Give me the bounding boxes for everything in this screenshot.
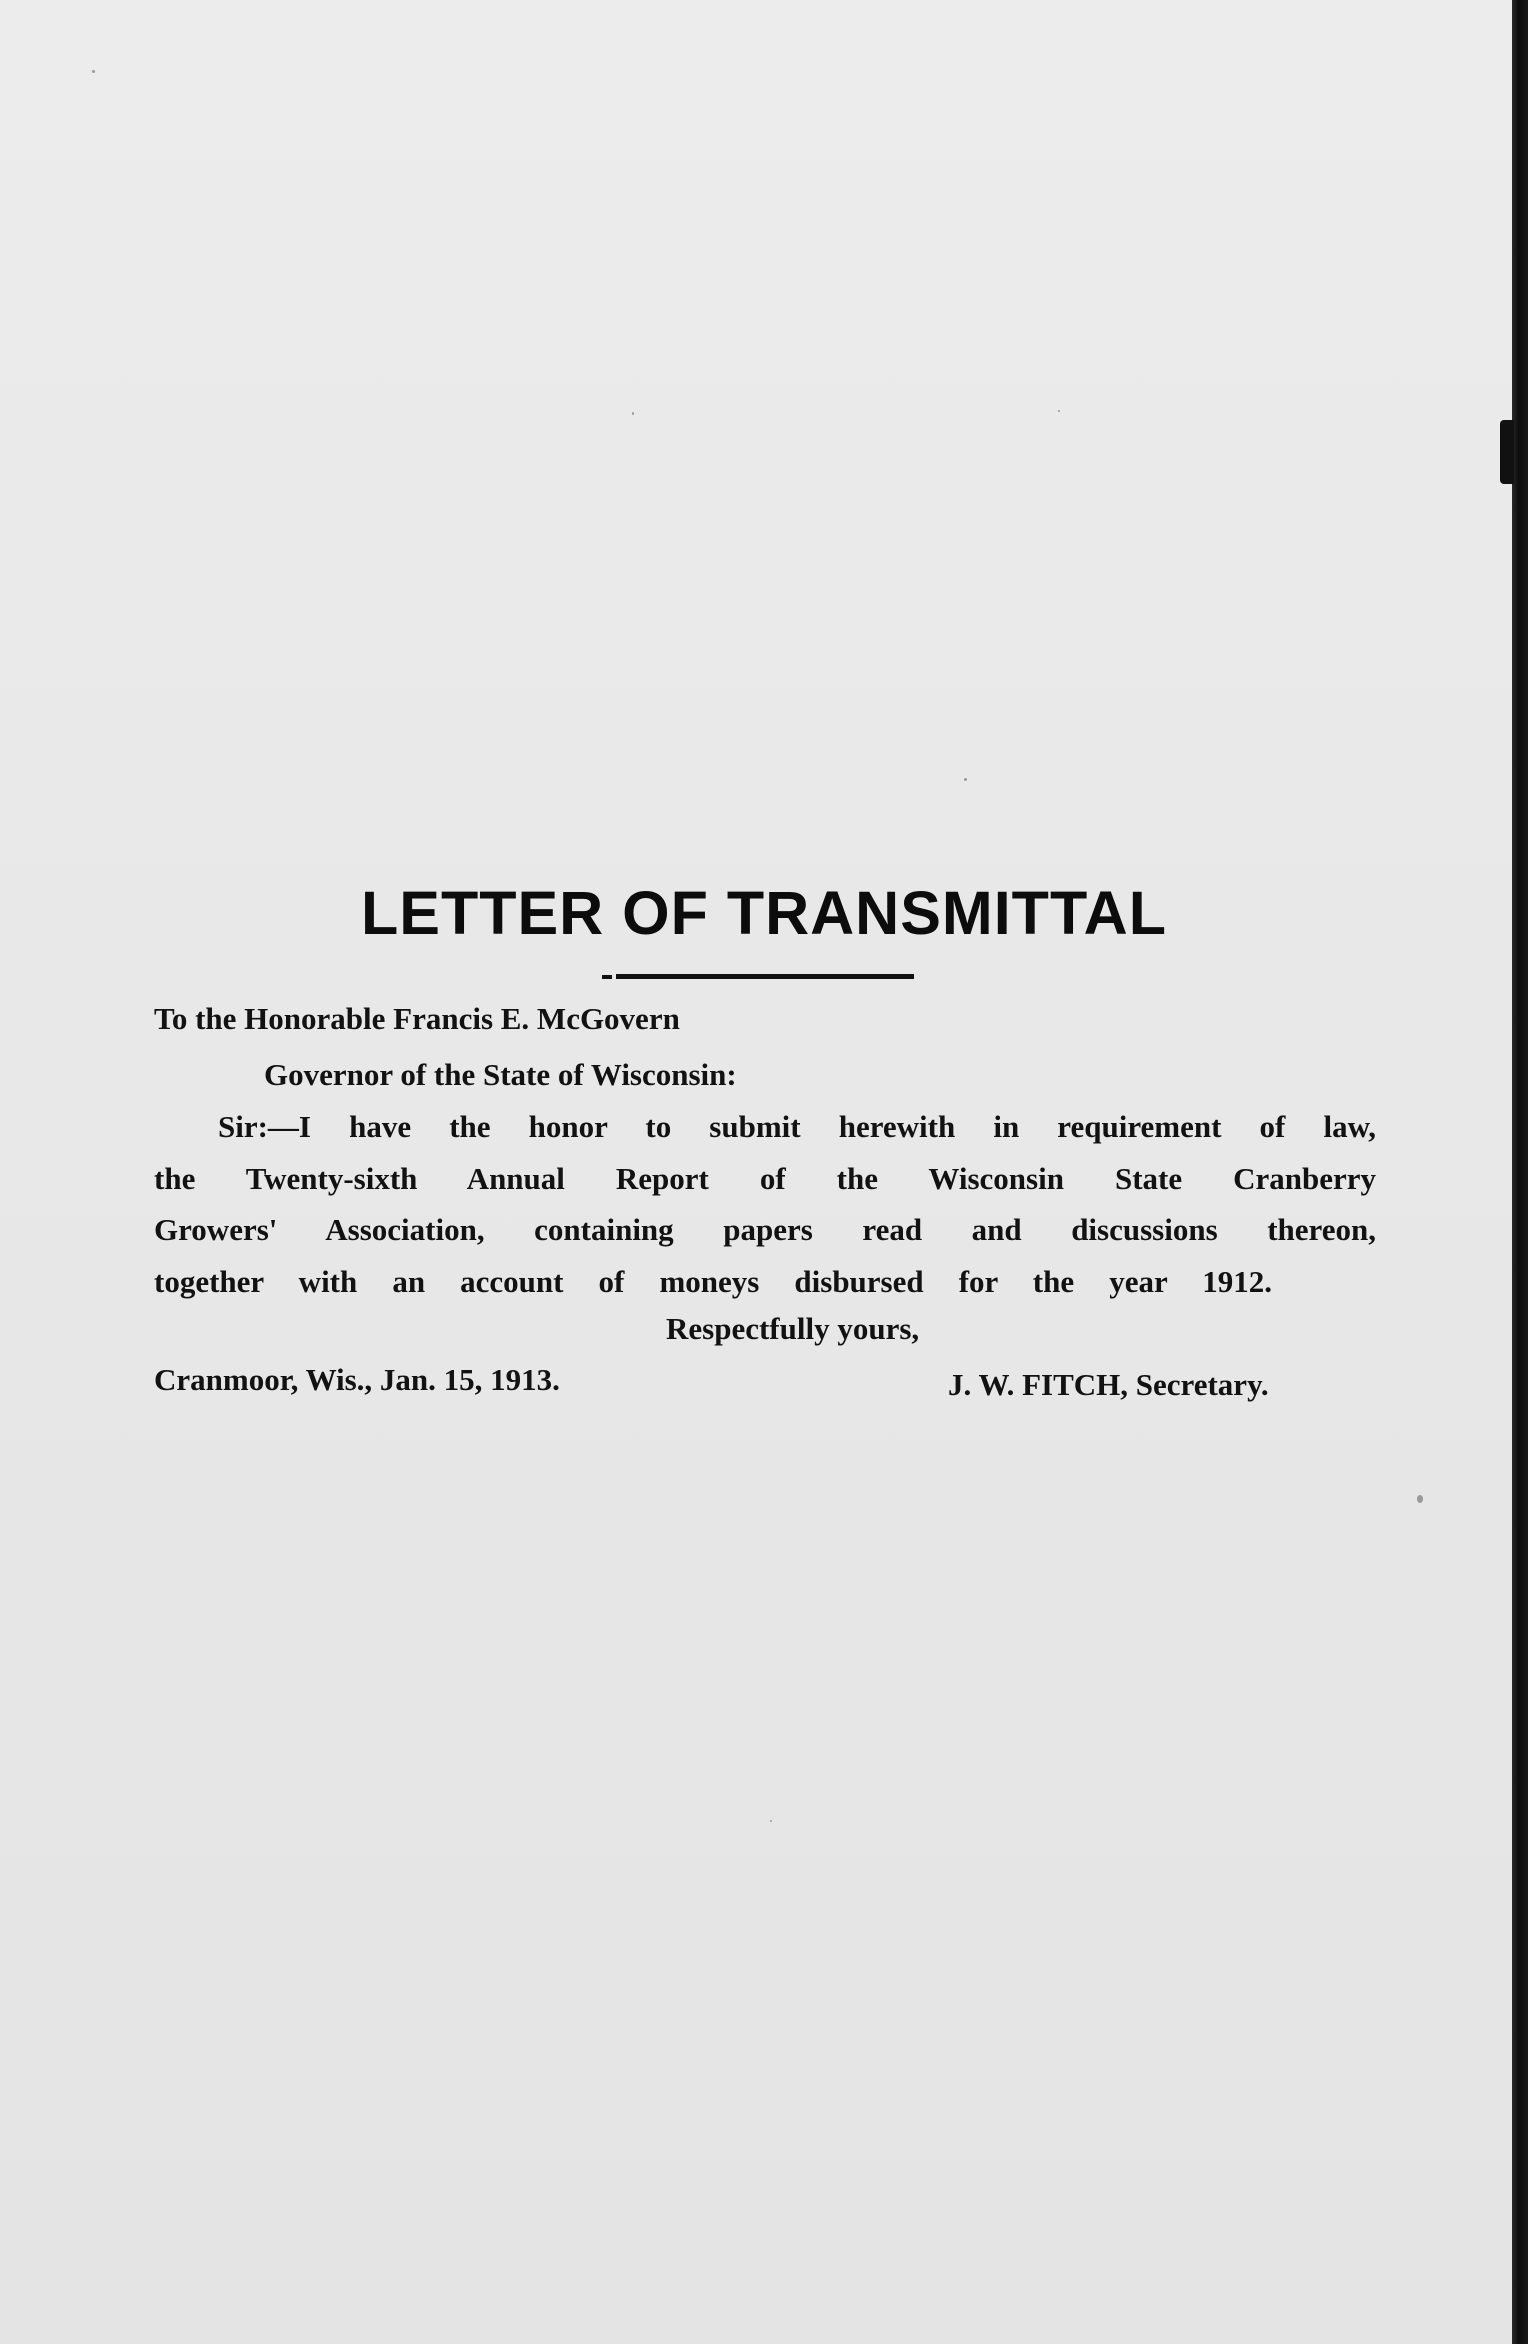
title-rule-tick [602, 975, 612, 979]
body-line: Sir:—I have the honor to submit herewith in requirement of law, [218, 1109, 1376, 1144]
dust-speck [964, 778, 967, 781]
dust-speck [92, 70, 95, 73]
addressee-title: Governor of the State of Wisconsin: [264, 1057, 737, 1092]
letter-title: LETTER OF TRANSMITTAL [361, 879, 1167, 947]
title-rule [616, 974, 914, 979]
closing: Respectfully yours, [666, 1311, 920, 1346]
body-line: together with an account of moneys disbursed for the year 1912. [154, 1264, 1272, 1299]
body-line: the Twenty-sixth Annual Report of the Wisconsin State Cranberry [154, 1161, 1376, 1196]
body-line: Growers' Association, containing papers read and discussions thereon, [154, 1212, 1376, 1247]
dust-speck [1058, 410, 1060, 412]
dust-speck [632, 412, 634, 415]
page-edge-mark [1500, 420, 1514, 484]
signature: J. W. FITCH, Secretary. [948, 1367, 1269, 1402]
dust-speck [770, 1820, 772, 1822]
page-edge-shadow [1512, 0, 1528, 2344]
place-date: Cranmoor, Wis., Jan. 15, 1913. [154, 1362, 560, 1397]
addressee-line: To the Honorable Francis E. McGovern [154, 1001, 680, 1036]
dust-speck [1417, 1495, 1423, 1503]
